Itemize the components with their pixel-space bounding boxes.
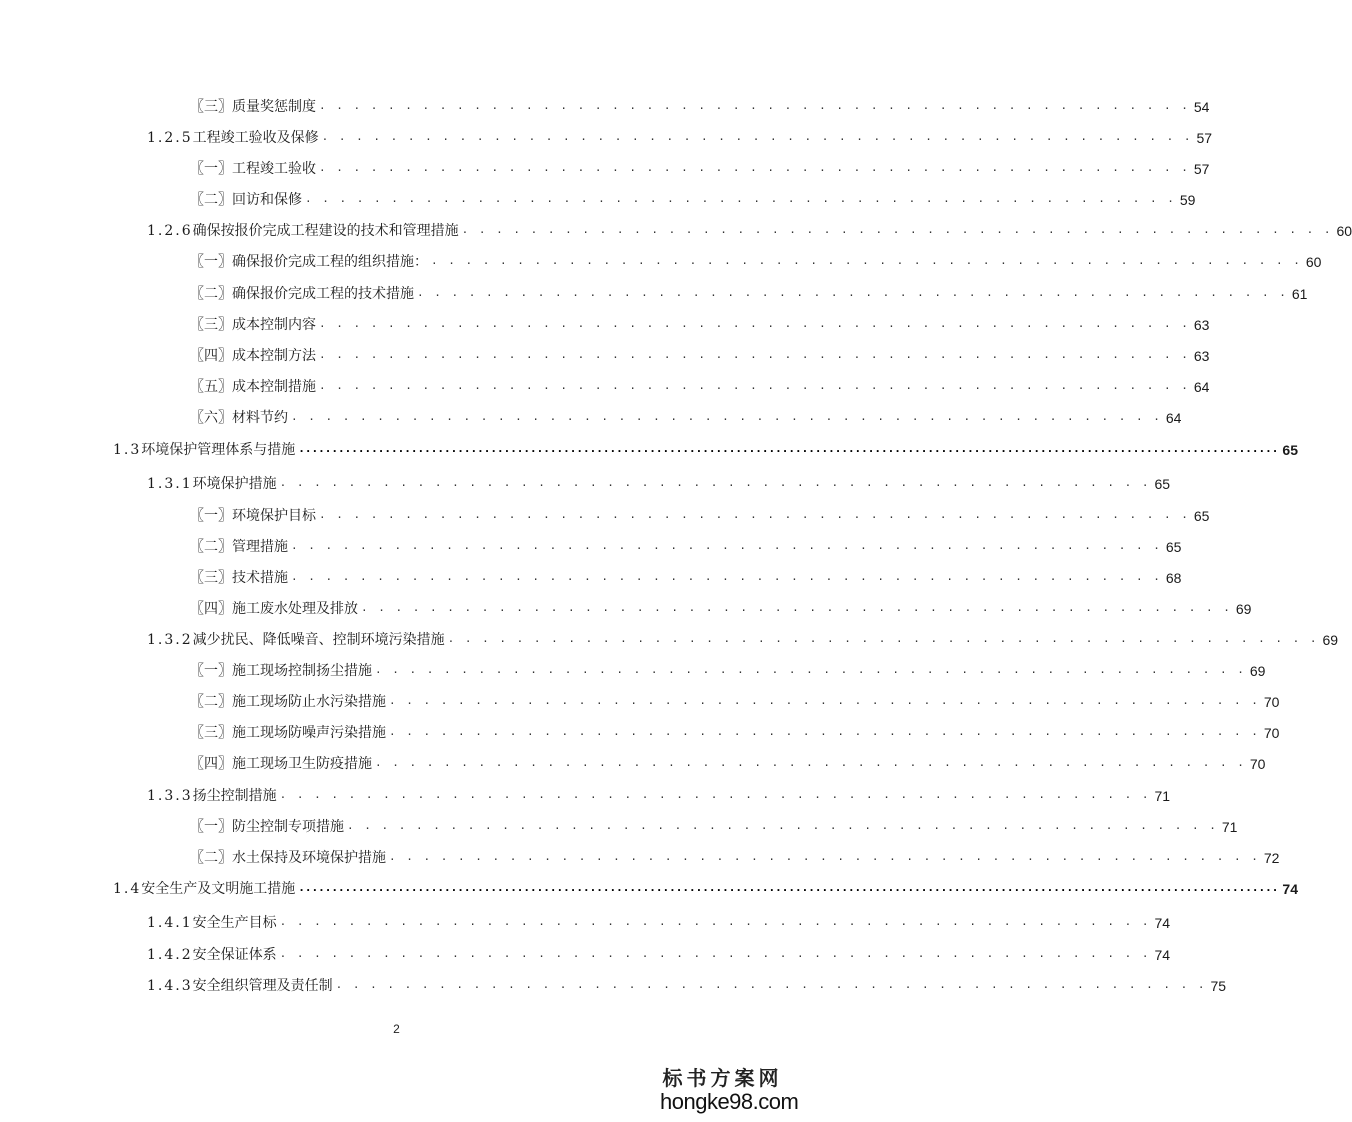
toc-entry[interactable] <box>190 719 1280 743</box>
toc-entry-title <box>147 221 462 241</box>
toc-entry-text: 工程竣工验收及保修 <box>192 130 319 146</box>
toc-entry-text: 安全组织管理及责任制 <box>192 978 333 994</box>
toc-entry-text: 安全生产目标 <box>192 915 277 931</box>
toc-leader: . . . . . . . . . . . . . . . . . . . . . . . . . . . . . . . . . . . . . . . . . . . . . . . . . . . <box>291 539 1162 552</box>
toc-entry-title <box>147 913 280 933</box>
toc-entry-title: 〖三〗成本控制内容 <box>190 317 316 333</box>
toc-leader: . . . . . . . . . . . . . . . . . . . . . . . . . . . . . . . . . . . . . . . . . . . . . . . . . . . <box>335 978 1207 991</box>
toc-entry-title: 〖五〗成本控制措施 <box>190 379 316 395</box>
toc-leader: . . . . . . . . . . . . . . . . . . . . . . . . . . . . . . . . . . . . . . . . . . . . . . . . . . . <box>375 756 1246 769</box>
toc-entry-title <box>147 786 280 806</box>
toc-entry-text: 减少扰民、降低噪音、控制环境污染措施 <box>192 632 445 648</box>
toc-entry-number: 1.2.6 <box>147 223 193 239</box>
toc-leader: . . . . . . . . . . . . . . . . . . . . . . . . . . . . . . . . . . . . . . . . . . . . . . . . . . . <box>431 254 1302 267</box>
toc-entry-page: 57 <box>1196 130 1213 146</box>
toc-entry-page: 71 <box>1154 788 1171 804</box>
toc-leader: . . . . . . . . . . . . . . . . . . . . . . . . . . . . . . . . . . . . . . . . . . . . . . . . . . . <box>279 788 1151 801</box>
toc-leader: . . . . . . . . . . . . . . . . . . . . . . . . . . . . . . . . . . . . . . . . . . . . . . . . . . . <box>347 819 1218 832</box>
toc-entry-title: 〖四〗施工现场卫生防疫措施 <box>190 756 372 772</box>
toc-entry[interactable] <box>190 311 1210 335</box>
toc-entry-section[interactable] <box>113 875 1298 899</box>
toc-entry[interactable] <box>190 657 1266 681</box>
toc-entry-title: 〖六〗材料节约 <box>190 410 288 426</box>
toc-entry-title: 〖三〗质量奖惩制度 <box>190 99 316 115</box>
toc-entry-title: 〖一〗确保报价完成工程的组织措施： <box>190 254 428 270</box>
toc-leader: . . . . . . . . . . . . . . . . . . . . . . . . . . . . . . . . . . . . . . . . . . . . . . . . . . . <box>305 192 1176 205</box>
toc-entry-title: 〖二〗水土保持及环境保护措施 <box>190 850 386 866</box>
toc-entry-page: 59 <box>1179 192 1196 208</box>
toc-entry-page: 69 <box>1322 632 1339 648</box>
toc-entry-title <box>147 474 280 494</box>
toc-entry-title: 〖二〗管理措施 <box>190 539 288 555</box>
toc-entry[interactable] <box>147 626 1339 650</box>
toc-entry-title: 〖一〗防尘控制专项措施 <box>190 819 344 835</box>
toc-entry-page: 64 <box>1193 379 1210 395</box>
toc-entry[interactable] <box>190 844 1280 868</box>
watermark <box>660 1066 799 1114</box>
toc-leader: . . . . . . . . . . . . . . . . . . . . . . . . . . . . . . . . . . . . . . . . . . . . . . . . . . . <box>375 663 1246 676</box>
toc-entry-number: 1.2.5 <box>147 130 193 146</box>
toc-entry-text: 扬尘控制措施 <box>192 788 277 804</box>
toc-entry-page: 70 <box>1263 725 1280 741</box>
toc-entry-page: 74 <box>1154 915 1171 931</box>
toc-entry-page: 60 <box>1305 254 1322 270</box>
toc-entry[interactable] <box>147 470 1171 494</box>
toc-entry-title: 〖四〗成本控制方法 <box>190 348 316 364</box>
toc-entry-section[interactable] <box>113 436 1298 460</box>
toc-entry[interactable] <box>190 502 1210 526</box>
toc-leader: . . . . . . . . . . . . . . . . . . . . . . . . . . . . . . . . . . . . . . . . . . . . . . . . . . . <box>389 850 1260 863</box>
toc-entry[interactable] <box>190 688 1280 712</box>
toc-entry-page: 63 <box>1193 348 1210 364</box>
page-number: 2 <box>393 1022 400 1036</box>
toc-entry[interactable] <box>147 909 1171 933</box>
toc-entry-page: 74 <box>1282 881 1298 897</box>
toc-entry-page: 75 <box>1210 978 1227 994</box>
toc-leader: .................................................................................................................................................... <box>298 442 1279 455</box>
toc-entry[interactable] <box>190 533 1182 557</box>
toc-leader: . . . . . . . . . . . . . . . . . . . . . . . . . . . . . . . . . . . . . . . . . . . . . . . . . . . <box>279 915 1151 928</box>
toc-entry-page: 70 <box>1249 756 1266 772</box>
toc-entry-title <box>113 440 298 460</box>
toc-leader: . . . . . . . . . . . . . . . . . . . . . . . . . . . . . . . . . . . . . . . . . . . . . . . . . . . <box>447 632 1319 645</box>
toc-entry-number: 1.4.1 <box>147 915 193 931</box>
toc-entry-title: 〖二〗确保报价完成工程的技术措施 <box>190 286 414 302</box>
toc-entry-page: 63 <box>1193 317 1210 333</box>
toc-entry-page: 74 <box>1154 947 1171 963</box>
toc-entry[interactable] <box>190 595 1252 619</box>
toc-entry-title: 〖二〗施工现场防止水污染措施 <box>190 694 386 710</box>
toc-entry[interactable] <box>190 373 1210 397</box>
toc-entry[interactable] <box>190 404 1182 428</box>
toc-entry-number: 1.3.1 <box>147 476 193 492</box>
watermark-name: 标书方案网 <box>662 1066 783 1090</box>
toc-leader: . . . . . . . . . . . . . . . . . . . . . . . . . . . . . . . . . . . . . . . . . . . . . . . . . . . <box>361 601 1232 614</box>
toc-entry-number: 1.4.2 <box>147 947 193 963</box>
toc-entry-page: 71 <box>1221 819 1238 835</box>
toc-entry-text: 安全保证体系 <box>192 947 277 963</box>
toc-leader: . . . . . . . . . . . . . . . . . . . . . . . . . . . . . . . . . . . . . . . . . . . . . . . . . . . <box>389 725 1260 738</box>
toc-leader: . . . . . . . . . . . . . . . . . . . . . . . . . . . . . . . . . . . . . . . . . . . . . . . . . . . <box>461 223 1333 236</box>
toc-entry-title <box>147 128 322 148</box>
toc-entry-page: 70 <box>1263 694 1280 710</box>
toc-entry[interactable] <box>190 564 1182 588</box>
toc-entry-title <box>113 879 298 899</box>
toc-entry-page: 60 <box>1336 223 1352 239</box>
toc-entry[interactable] <box>147 941 1171 965</box>
toc-leader: . . . . . . . . . . . . . . . . . . . . . . . . . . . . . . . . . . . . . . . . . . . . . . . . . . . <box>319 379 1190 392</box>
toc-entry[interactable] <box>190 342 1210 366</box>
toc-entry-title <box>147 945 280 965</box>
toc-leader: . . . . . . . . . . . . . . . . . . . . . . . . . . . . . . . . . . . . . . . . . . . . . . . . . . . <box>279 947 1151 960</box>
toc-entry-number: 1.3.3 <box>147 788 193 804</box>
toc-entry-page: 57 <box>1193 161 1210 177</box>
toc-leader: . . . . . . . . . . . . . . . . . . . . . . . . . . . . . . . . . . . . . . . . . . . . . . . . . . . <box>389 694 1260 707</box>
toc-entry[interactable] <box>190 813 1238 837</box>
toc-entry-text: 环境保护管理体系与措施 <box>141 442 296 458</box>
toc-entry[interactable] <box>147 124 1213 148</box>
toc-entry-text: 环境保护措施 <box>192 476 277 492</box>
toc-leader: . . . . . . . . . . . . . . . . . . . . . . . . . . . . . . . . . . . . . . . . . . . . . . . . . . . <box>319 317 1190 330</box>
toc-entry-page: 54 <box>1193 99 1210 115</box>
toc-entry-title: 〖四〗施工废水处理及排放 <box>190 601 358 617</box>
toc-leader: . . . . . . . . . . . . . . . . . . . . . . . . . . . . . . . . . . . . . . . . . . . . . . . . . . . <box>417 286 1288 299</box>
toc-leader: .................................................................................................................................................... <box>298 881 1279 894</box>
toc-entry-number: 1.4.3 <box>147 978 193 994</box>
toc-entry-text: 确保按报价完成工程建设的技术和管理措施 <box>192 223 459 239</box>
toc-entry-title: 〖一〗施工现场控制扬尘措施 <box>190 663 372 679</box>
toc-entry-page: 64 <box>1165 410 1182 426</box>
toc-leader: . . . . . . . . . . . . . . . . . . . . . . . . . . . . . . . . . . . . . . . . . . . . . . . . . . . <box>291 410 1162 423</box>
toc-entry-page: 61 <box>1291 286 1308 302</box>
toc-entry-page: 65 <box>1165 539 1182 555</box>
toc-entry-page: 68 <box>1165 570 1182 586</box>
toc-entry[interactable] <box>190 248 1322 272</box>
toc-entry-title <box>147 976 336 996</box>
toc-entry-page: 72 <box>1263 850 1280 866</box>
toc-entry[interactable] <box>147 972 1227 996</box>
toc-entry[interactable] <box>190 186 1196 210</box>
toc-leader: . . . . . . . . . . . . . . . . . . . . . . . . . . . . . . . . . . . . . . . . . . . . . . . . . . . <box>279 476 1151 489</box>
toc-entry-number: 1.3.2 <box>147 632 193 648</box>
toc-entry-number: 1.3 <box>113 442 142 458</box>
toc-leader: . . . . . . . . . . . . . . . . . . . . . . . . . . . . . . . . . . . . . . . . . . . . . . . . . . . <box>291 570 1162 583</box>
toc-entry[interactable] <box>190 93 1210 117</box>
toc-entry-title: 〖一〗环境保护目标 <box>190 508 316 524</box>
toc-entry[interactable] <box>190 280 1308 304</box>
toc-entry-page: 65 <box>1282 442 1298 458</box>
toc-entry[interactable] <box>190 155 1210 179</box>
toc-entry-page: 69 <box>1249 663 1266 679</box>
toc-entry-page: 65 <box>1193 508 1210 524</box>
toc-entry-number: 1.4 <box>113 881 142 897</box>
toc-entry-page: 65 <box>1154 476 1171 492</box>
toc-entry-text: 安全生产及文明施工措施 <box>141 881 296 897</box>
toc-leader: . . . . . . . . . . . . . . . . . . . . . . . . . . . . . . . . . . . . . . . . . . . . . . . . . . . <box>319 508 1190 521</box>
toc-entry-page: 69 <box>1235 601 1252 617</box>
toc-entry[interactable] <box>190 750 1266 774</box>
watermark-url: hongke98.com <box>660 1089 799 1114</box>
toc-entry-title: 〖二〗回访和保修 <box>190 192 302 208</box>
toc-entry[interactable] <box>147 782 1171 806</box>
toc-entry-title: 〖一〗工程竣工验收 <box>190 161 316 177</box>
toc-leader: . . . . . . . . . . . . . . . . . . . . . . . . . . . . . . . . . . . . . . . . . . . . . . . . . . . <box>321 130 1193 143</box>
toc-entry-title: 〖三〗施工现场防噪声污染措施 <box>190 725 386 741</box>
toc-entry-title <box>147 630 448 650</box>
toc-leader: . . . . . . . . . . . . . . . . . . . . . . . . . . . . . . . . . . . . . . . . . . . . . . . . . . . <box>319 99 1190 112</box>
toc-leader: . . . . . . . . . . . . . . . . . . . . . . . . . . . . . . . . . . . . . . . . . . . . . . . . . . . <box>319 161 1190 174</box>
toc-entry-title: 〖三〗技术措施 <box>190 570 288 586</box>
toc-entry[interactable] <box>147 217 1352 241</box>
toc-leader: . . . . . . . . . . . . . . . . . . . . . . . . . . . . . . . . . . . . . . . . . . . . . . . . . . . <box>319 348 1190 361</box>
